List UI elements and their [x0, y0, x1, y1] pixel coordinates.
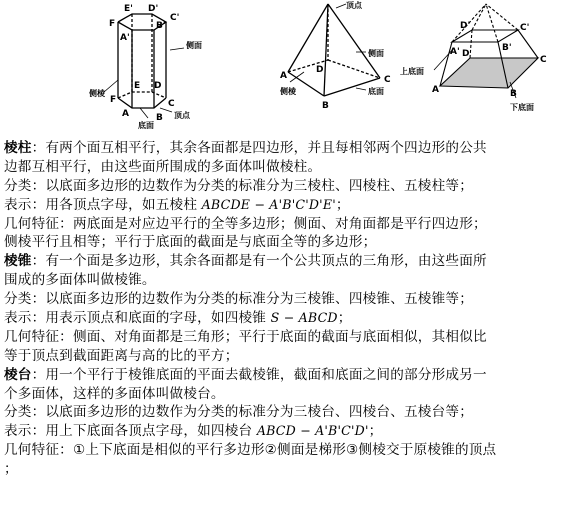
prism-label-c-top: C': [170, 13, 180, 23]
pyramid-label-b: B: [322, 101, 329, 111]
text-line: [4, 158, 562, 177]
prism-label-c-bottom: C: [168, 99, 175, 109]
pyramid-face-label: 侧面: [368, 49, 384, 58]
text-span: ；: [337, 310, 352, 327]
text-line: [4, 328, 562, 347]
math-expression: ABCDE − A'B'C'D'E': [201, 196, 336, 212]
text-line: [4, 441, 562, 460]
term-heading: 棱台: [4, 366, 32, 383]
text-line: [4, 309, 562, 328]
math-expression: ABCD − A'B'C'D': [256, 423, 369, 439]
pyramid-edge-label: 侧棱: [280, 87, 296, 96]
text-line: [4, 347, 562, 366]
frustum-label-d-bottom: D: [462, 49, 470, 59]
text-line: [4, 139, 562, 158]
text-line: [4, 422, 562, 441]
text-line: [4, 366, 562, 385]
frustum-label-a-top: A': [450, 47, 460, 57]
text-line: [4, 385, 562, 404]
prism-label-d-bottom: D: [154, 81, 162, 91]
text-span: 边都互相平行，由这些面所围成的多面体叫做棱柱。: [4, 158, 322, 175]
figures-row: [0, 0, 564, 140]
prism-label-e-top: E': [124, 4, 133, 14]
prism-label-a-bottom: A: [122, 109, 129, 119]
frustum-figure: [400, 0, 560, 130]
definition-text: [4, 139, 562, 479]
text-span: 表示：用表示顶点和底面的字母，如四棱锥: [4, 310, 271, 327]
frustum-label-d-top: D': [460, 21, 471, 31]
frustum-label-b-bottom: B: [510, 89, 517, 99]
text-line: [4, 252, 562, 271]
prism-label-a-top: A': [120, 33, 130, 43]
prism-label-b-top: B': [156, 21, 166, 31]
text-line: [4, 290, 562, 309]
pyramid-base-label: 底面: [368, 87, 384, 96]
text-span: 分类：以底面多边形的边数作为分类的标准分为三棱锥、四棱锥、五棱锥等；: [4, 291, 473, 308]
frustum-upper-base-label: 上底面: [400, 67, 424, 76]
prism-label-b-bottom: B: [156, 113, 163, 123]
text-span: ：用一个平行于棱锥底面的平面去截棱锥，截面和底面之间的部分形成另一: [31, 366, 487, 383]
frustum-label-a-bottom: A: [432, 85, 439, 95]
pyramid-apex-label: 顶点: [346, 1, 362, 10]
text-line: [4, 196, 562, 215]
prism-side-edge-label: 侧棱: [89, 89, 105, 98]
pyramid-label-a: A: [280, 71, 287, 81]
math-expression: S − ABCD: [270, 310, 338, 326]
text-line: [4, 271, 562, 290]
pyramid-label-c: C: [384, 75, 391, 85]
text-span: 表示：用各顶点字母，如五棱柱: [4, 196, 202, 213]
text-span: 表示：用上下底面各顶点字母，如四棱台: [4, 423, 257, 440]
text-line: [4, 233, 562, 252]
prism-vertex-label: 顶点: [174, 111, 190, 120]
frustum-label-c-bottom: C: [540, 55, 547, 65]
text-line: [4, 177, 562, 196]
text-span: ；: [4, 461, 18, 478]
prism-base-label: 底面: [138, 121, 154, 130]
text-span: 侧棱平行且相等；平行于底面的截面是与底面全等的多边形；: [4, 234, 377, 251]
frustum-label-c-top: C': [520, 23, 530, 33]
pyramid-label-d: D: [316, 65, 324, 75]
text-line: [4, 460, 562, 479]
text-span: 几何特征：①上下底面是相似的平行多边形②侧面是梯形③侧棱交于原棱锥的顶点: [4, 442, 497, 459]
text-span: 个多面体，这样的多面体叫做棱台。: [4, 385, 225, 402]
prism-label-f-top: F: [109, 19, 116, 29]
text-span: 围成的多面体叫做棱锥。: [4, 272, 156, 289]
text-line: [4, 215, 562, 234]
frustum-label-b-top: B': [502, 43, 512, 53]
text-span: 分类：以底面多边形的边数作为分类的标准分为三棱柱、四棱柱、五棱柱等；: [4, 177, 473, 194]
text-span: 等于顶点到截面距离与高的比的平方；: [4, 347, 239, 364]
term-heading: 棱锥: [4, 253, 32, 270]
prism-figure: [0, 0, 220, 140]
text-span: ；: [368, 423, 383, 440]
text-span: ；: [335, 196, 350, 213]
prism-label-e-bottom: E: [134, 81, 141, 91]
frustum-lower-base-label: 下底面: [510, 103, 534, 112]
prism-face-label: 侧面: [186, 41, 202, 50]
text-line: [4, 403, 562, 422]
term-heading: 棱柱: [4, 140, 32, 156]
text-span: ：有两个面互相平行，其余各面都是四边形，并且每相邻两个四边形的公共: [31, 140, 487, 156]
prism-label-f-bottom: F: [110, 95, 117, 105]
text-span: 几何特征：两底面是对应边平行的全等多边形；侧面、对角面都是平行四边形；: [4, 215, 487, 232]
text-span: 几何特征：侧面、对角面都是三角形；平行于底面的截面与底面相似，其相似比: [4, 328, 487, 345]
prism-label-d-top: D': [148, 4, 159, 14]
text-span: 分类：以底面多边形的边数作为分类的标准分为三棱台、四棱台、五棱台等；: [4, 404, 473, 421]
text-span: ：有一个面是多边形，其余各面都是有一个公共顶点的三角形，由这些面所: [31, 253, 487, 270]
